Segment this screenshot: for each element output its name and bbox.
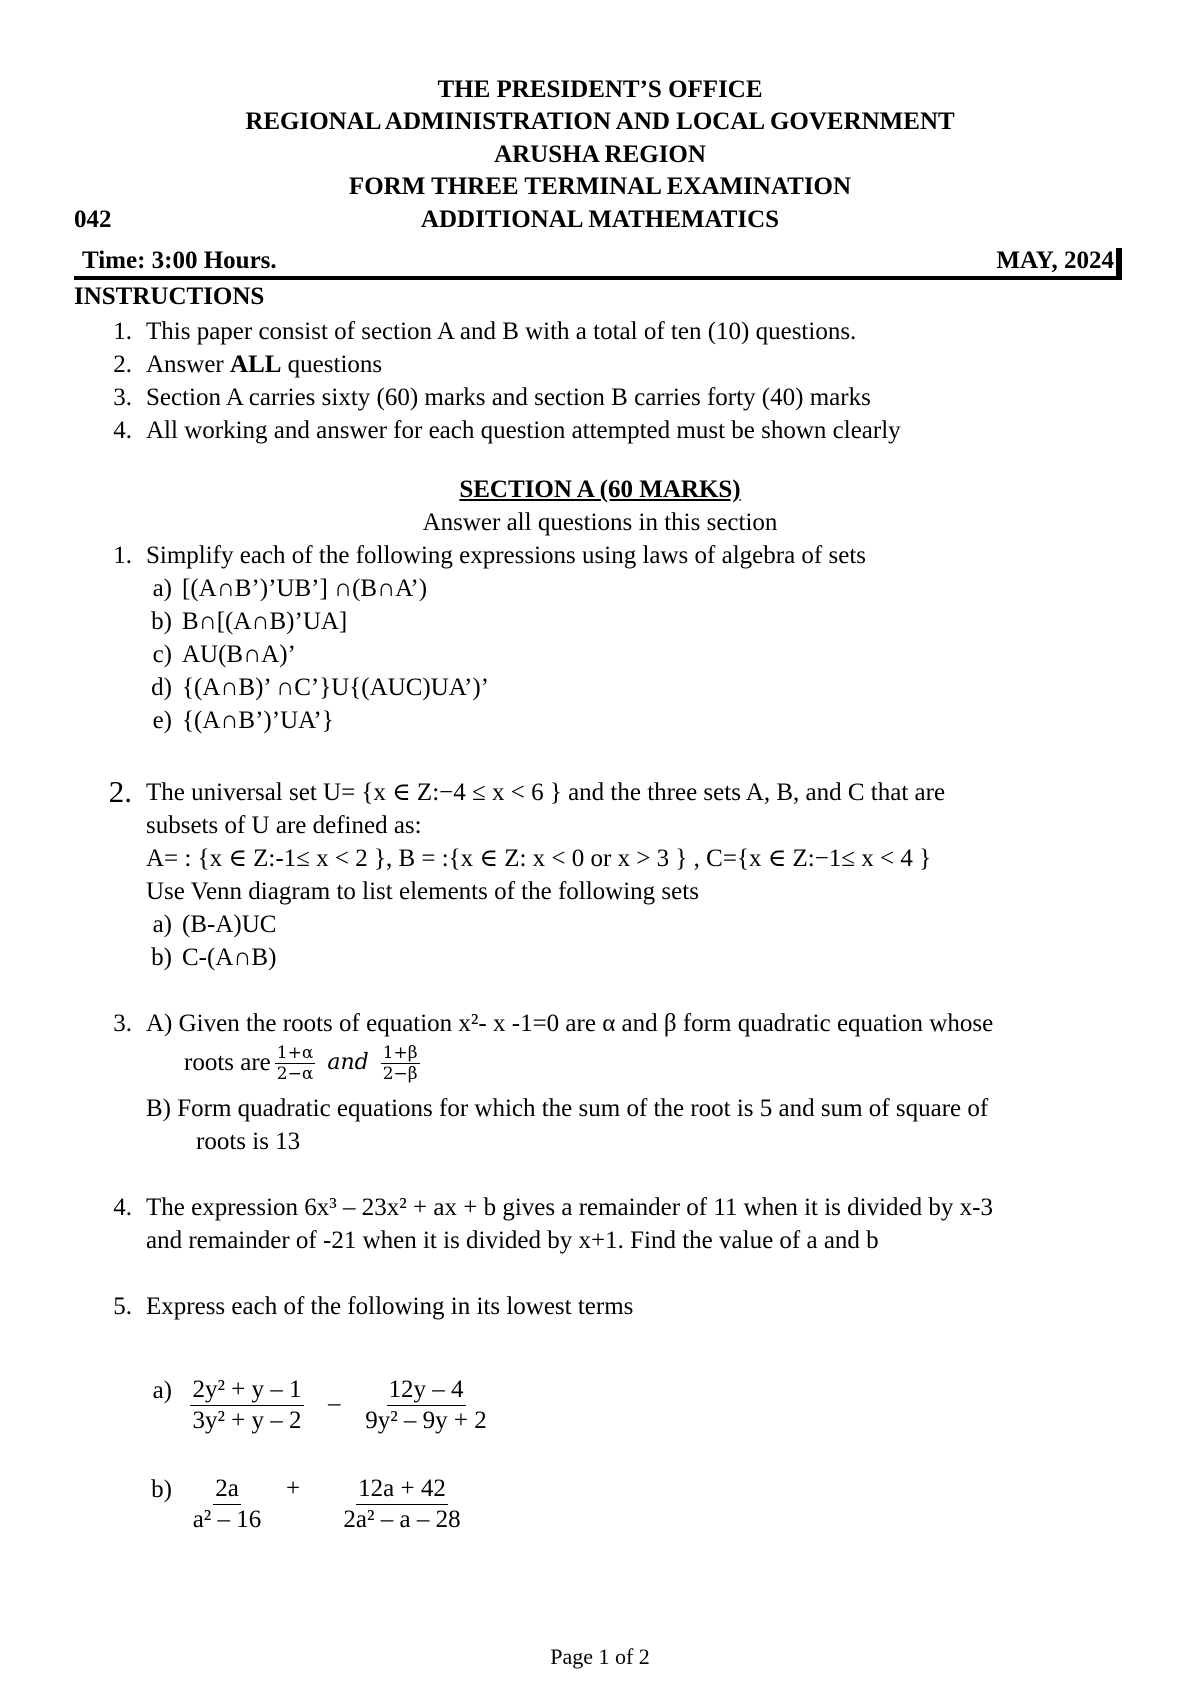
part-label: b) (151, 608, 172, 635)
fraction: $\frac{\text{2y² + y – 1}}{\text{3y² + y – 2}}$ (192, 1376, 302, 1434)
part-text: B∩[(A∩B)’UA] (182, 608, 348, 635)
question-number: 3. (113, 1010, 132, 1037)
time-allowed: Time: 3:00 Hours. (82, 247, 277, 274)
part-text: {(A∩B)’ ∩C’}U{(AUC)UA’)’ (182, 674, 490, 701)
instruction-number: 3. (113, 384, 132, 411)
question-number: 4. (113, 1194, 132, 1221)
fraction: 1+β 2−β (382, 1042, 418, 1084)
part-text: AU(B∩A)’ (182, 641, 296, 668)
part-label: e) (152, 707, 172, 734)
part-label: a) (152, 575, 172, 602)
part-label: c) (152, 641, 172, 668)
page-number: Page 1 of 2 (550, 1644, 650, 1669)
fraction: 1+α 2−α (276, 1042, 314, 1084)
question-text: The expression 6x³ – 23x² + ax + b gives a remainder of 11 when it is divided by x-3 (146, 1194, 993, 1221)
question-text: A= : {x ∈ Z:-1≤ x < 2 }, B = :{x ∈ Z: x < 0 or x > 3 } , C={x ∈ Z:−1≤ x < 4 } (146, 845, 932, 872)
part-label: d) (151, 674, 172, 701)
instructions-title: INSTRUCTIONS (74, 283, 265, 310)
question-text: Simplify each of the following expressions using laws of algebra of sets (146, 542, 866, 569)
question-number: 1. (113, 542, 132, 569)
header-ministry: REGIONAL ADMINISTRATION AND LOCAL GOVERNMENT (245, 108, 955, 135)
question-number: 2. (108, 774, 132, 809)
part-label: a) (152, 1377, 172, 1404)
question-text: The universal set U= {x ∈ Z:−4 ≤ x < 6 } and the three sets A, B, and C that are (146, 779, 946, 806)
instruction-text: This paper consist of section A and B with a total of ten (10) questions. (146, 318, 857, 345)
subject-title: ADDITIONAL MATHEMATICS (420, 206, 780, 233)
exam-date: MAY, 2024 (996, 247, 1114, 274)
instruction-number: 1. (113, 318, 132, 345)
fraction: $\frac{12y - 4}{\text{9y² – 9y + 2}}$ (365, 1376, 487, 1434)
part-text: {(A∩B’)’UA’} (182, 707, 334, 734)
header-office: THE PRESIDENT’S OFFICE (437, 76, 763, 103)
date-bar (1116, 248, 1122, 278)
subject-code: 042 (74, 206, 112, 233)
instruction-number: 4. (113, 417, 132, 444)
part-text: C-(A∩B) (182, 944, 277, 971)
header-region: ARUSHA REGION (494, 141, 706, 168)
instruction-text: Answer ALL questions (146, 351, 383, 378)
header-rule (74, 276, 1122, 280)
question-text: roots are 1+α 2−α and 1+β 2−β (184, 1042, 418, 1084)
instruction-text: All working and answer for each question attempted must be shown clearly (146, 417, 901, 444)
question-text: Use Venn diagram to list elements of the following sets (146, 878, 699, 905)
part-text: [(A∩B’)’UB’] ∩(B∩A’) (182, 575, 428, 602)
question-text: and remainder of -21 when it is divided by x+1. Find the value of a and b (146, 1227, 879, 1254)
question-text: roots is 13 (196, 1128, 301, 1155)
header-exam: FORM THREE TERMINAL EXAMINATION (348, 173, 852, 200)
section-a-title: SECTION A (60 MARKS) (459, 476, 741, 503)
operator: – (328, 1390, 341, 1417)
question-text: B) Form quadratic equations for which the sum of the root is 5 and sum of square of (146, 1095, 989, 1122)
operator: + (286, 1475, 301, 1502)
fraction: $\frac{2a}{\text{a² – 16}}$ (192, 1475, 262, 1533)
section-a-subtitle: Answer all questions in this section (422, 509, 778, 536)
part-text: (B-A)UC (182, 911, 277, 938)
question-text: subsets of U are defined as: (146, 812, 422, 839)
question-number: 5. (113, 1293, 132, 1320)
fraction: $\frac{12a + 42}{\text{2a² – a – 28}}$ (343, 1475, 461, 1533)
part-label: b) (151, 944, 172, 971)
part-label: a) (152, 911, 172, 938)
instruction-text: Section A carries sixty (60) marks and section B carries forty (40) marks (146, 384, 871, 411)
part-label: b) (151, 1476, 172, 1503)
question-text: Express each of the following in its lowest terms (146, 1293, 634, 1320)
instruction-number: 2. (113, 351, 132, 378)
question-text: A) Given the roots of equation x²- x -1=0 are α and β form quadratic equation whose (146, 1010, 994, 1037)
